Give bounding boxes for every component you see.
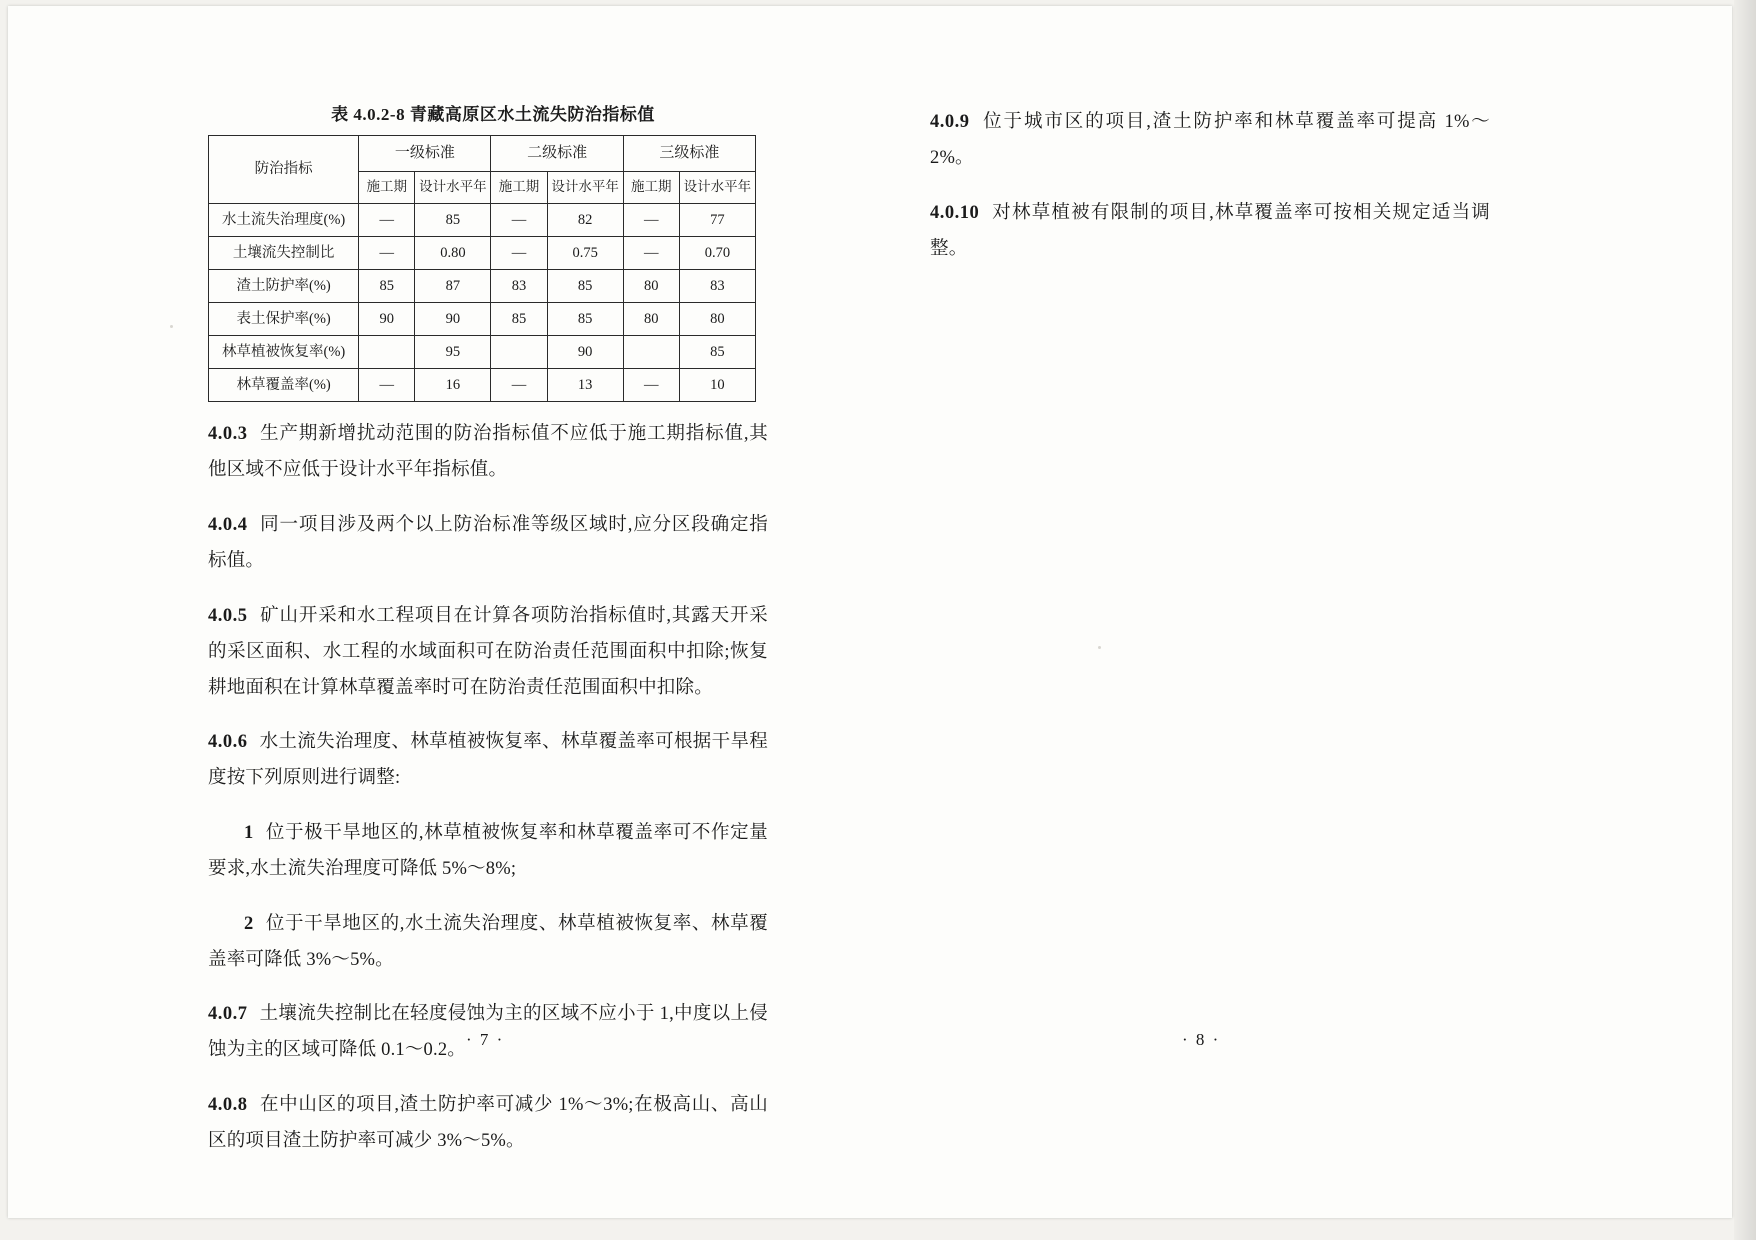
row-value xyxy=(359,336,415,369)
clause-number: 4.0.6 xyxy=(208,732,248,753)
clause-text: 位于极干旱地区的,林草植被恢复率和林草覆盖率可不作定量要求,水土流失治理度可降低 5%～8%; xyxy=(208,822,768,879)
table-subheader-design-3: 设计水平年 xyxy=(679,171,755,203)
row-value: 77 xyxy=(679,203,755,236)
table-header-row-1 xyxy=(209,136,756,172)
row-value: 85 xyxy=(359,269,415,302)
row-indicator: 土壤流失控制比 xyxy=(209,236,359,269)
clause-text: 位于城市区的项目,渣土防护率和林草覆盖率可提高 1%～2%。 xyxy=(930,112,1490,169)
row-value xyxy=(491,336,547,369)
clause-text: 土壤流失控制比在轻度侵蚀为主的区域不应小于 1,中度以上侵蚀为主的区域可降低 0.1～0.2。 xyxy=(208,1004,768,1061)
clause-number: 4.0.7 xyxy=(208,1004,248,1025)
row-value: 0.80 xyxy=(415,236,491,269)
table-header-grade-3: 三级标准 xyxy=(623,136,755,172)
clause-4-0-9 xyxy=(930,104,1490,176)
indicator-table xyxy=(208,135,756,402)
clause-4-0-6-item-2 xyxy=(208,906,768,978)
table-subheader-construction-3: 施工期 xyxy=(623,171,679,203)
row-indicator: 渣土防护率(%) xyxy=(209,269,359,302)
row-indicator: 林草覆盖率(%) xyxy=(209,369,359,402)
row-value: 85 xyxy=(679,336,755,369)
row-value: 0.75 xyxy=(547,236,623,269)
clause-text: 同一项目涉及两个以上防治标准等级区域时,应分区段确定指标值。 xyxy=(208,515,768,572)
row-indicator: 林草植被恢复率(%) xyxy=(209,336,359,369)
table-caption: 表 4.0.2-8 青藏高原区水土流失防治指标值 xyxy=(331,105,655,124)
row-value: — xyxy=(623,203,679,236)
row-value: 85 xyxy=(491,303,547,336)
clause-number: 4.0.10 xyxy=(930,202,980,223)
clause-subnumber: 2 xyxy=(244,913,254,934)
row-value: 90 xyxy=(415,303,491,336)
clause-number: 4.0.5 xyxy=(208,605,248,626)
clause-4-0-5 xyxy=(208,598,768,706)
indicator-table-block xyxy=(208,100,768,402)
table-row xyxy=(209,236,756,269)
clause-number: 4.0.8 xyxy=(208,1094,248,1115)
clause-subnumber: 1 xyxy=(244,822,254,843)
row-value: 13 xyxy=(547,369,623,402)
clause-number: 4.0.3 xyxy=(208,424,248,445)
row-value: 87 xyxy=(415,269,491,302)
row-value: — xyxy=(491,236,547,269)
clause-4-0-6-item-1 xyxy=(208,815,768,887)
row-value: — xyxy=(623,236,679,269)
row-value: — xyxy=(359,203,415,236)
row-value: 80 xyxy=(679,303,755,336)
row-value: 85 xyxy=(415,203,491,236)
left-column xyxy=(208,100,768,1177)
row-value: 0.70 xyxy=(679,236,755,269)
clause-4-0-3 xyxy=(208,416,768,488)
row-indicator: 表土保护率(%) xyxy=(209,303,359,336)
table-row xyxy=(209,303,756,336)
table-row xyxy=(209,269,756,302)
page-number-left: · 7 · xyxy=(466,1030,505,1049)
clause-text: 生产期新增扰动范围的防治指标值不应低于施工期指标值,其他区域不应低于设计水平年指标值。 xyxy=(208,424,768,481)
row-value: — xyxy=(491,369,547,402)
row-value: 85 xyxy=(547,269,623,302)
row-value: — xyxy=(623,369,679,402)
table-subheader-construction-1: 施工期 xyxy=(359,171,415,203)
clause-text: 在中山区的项目,渣土防护率可减少 1%～3%;在极高山、高山区的项目渣土防护率可减少 3%～5%。 xyxy=(208,1094,768,1151)
row-value: 95 xyxy=(415,336,491,369)
table-row xyxy=(209,369,756,402)
table-row xyxy=(209,336,756,369)
row-value: 82 xyxy=(547,203,623,236)
row-value: 83 xyxy=(491,269,547,302)
right-column xyxy=(930,100,1490,285)
row-value: — xyxy=(491,203,547,236)
clause-4-0-4 xyxy=(208,507,768,579)
row-value: — xyxy=(359,369,415,402)
table-subheader-design-2: 设计水平年 xyxy=(547,171,623,203)
row-value: — xyxy=(359,236,415,269)
clause-number: 4.0.4 xyxy=(208,515,248,535)
clause-4-0-8 xyxy=(208,1087,768,1159)
row-value: 10 xyxy=(679,369,755,402)
table-header-indicator: 防治指标 xyxy=(209,136,359,204)
row-value: 90 xyxy=(359,303,415,336)
row-value: 80 xyxy=(623,303,679,336)
page-number-right: · 8 · xyxy=(1182,1030,1221,1049)
row-value: 80 xyxy=(623,269,679,302)
table-subheader-design-1: 设计水平年 xyxy=(415,171,491,203)
clause-text: 位于干旱地区的,水土流失治理度、林草植被恢复率、林草覆盖率可降低 3%～5%。 xyxy=(208,913,768,970)
clause-4-0-6 xyxy=(208,724,768,796)
table-row xyxy=(209,203,756,236)
table-subheader-construction-2: 施工期 xyxy=(491,171,547,203)
row-value: 85 xyxy=(547,303,623,336)
row-value: 16 xyxy=(415,369,491,402)
row-value xyxy=(623,336,679,369)
clause-text: 水土流失治理度、林草植被恢复率、林草覆盖率可根据干旱程度按下列原则进行调整: xyxy=(208,732,768,789)
row-value: 90 xyxy=(547,336,623,369)
table-header-grade-1: 一级标准 xyxy=(359,136,491,172)
clause-4-0-10 xyxy=(930,195,1490,267)
row-indicator: 水土流失治理度(%) xyxy=(209,203,359,236)
row-value: 83 xyxy=(679,269,755,302)
clause-text: 矿山开采和水工程项目在计算各项防治指标值时,其露天开采的采区面积、水工程的水域面积可在防治责任范围面积中扣除;恢复耕地面积在计算林草覆盖率时可在防治责任范围面积中扣除。 xyxy=(208,605,768,698)
table-header-grade-2: 二级标准 xyxy=(491,136,623,172)
clause-text: 对林草植被有限制的项目,林草覆盖率可按相关规定适当调整。 xyxy=(930,202,1490,259)
clause-number: 4.0.9 xyxy=(930,112,970,132)
